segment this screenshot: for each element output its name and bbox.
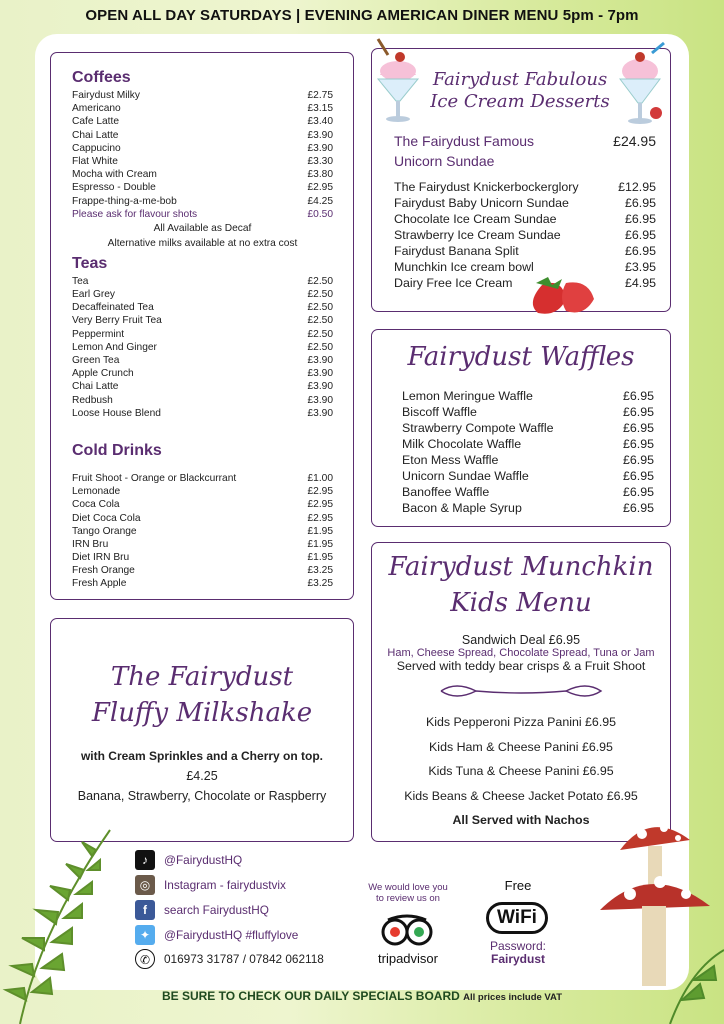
waffle-item-row: [402, 436, 654, 452]
coffee-item-price: £3.90: [307, 142, 333, 154]
cold-drink-item-row: [72, 525, 333, 538]
ice-cream-item-row: [394, 211, 656, 227]
tiktok-icon: ♪: [135, 850, 155, 870]
cold-drink-item-price: £2.95: [307, 512, 333, 524]
decaf-note: All Available as Decaf: [153, 222, 252, 234]
coffee-item-name: Cappucino: [72, 142, 121, 154]
kids-title: [372, 549, 670, 621]
kids-title-line2: Kids Menu: [450, 588, 592, 618]
tiktok-handle: @FairydustHQ: [164, 853, 243, 867]
waffle-item-row: [402, 388, 654, 404]
strawberry-icon: [522, 275, 602, 319]
tea-item-name: Peppermint: [72, 328, 125, 340]
cold-drink-item-row: [72, 485, 333, 498]
coffee-item-row: [72, 129, 333, 142]
waffle-item-price: £6.95: [622, 405, 654, 419]
tea-item-row: [72, 328, 333, 341]
tea-item-name: Loose House Blend: [72, 407, 161, 419]
ice-cream-item-row: [394, 195, 656, 211]
cold-drink-item-name: Lemonade: [72, 486, 121, 498]
waffle-item-price: £6.95: [622, 453, 654, 467]
waffle-item-row: [402, 468, 654, 484]
waffle-item-row: [402, 404, 654, 420]
kids-list: [372, 710, 670, 808]
cold-drink-item-price: £1.95: [307, 525, 333, 537]
waffle-item-name: Biscoff Waffle: [402, 405, 477, 419]
tea-item-row: [72, 275, 333, 288]
ice-cream-item-row: [394, 179, 656, 195]
coffees-heading: Coffees: [72, 69, 131, 86]
coffee-item-row: [72, 168, 333, 181]
ice-cream-item-name: Dairy Free Ice Cream: [394, 276, 513, 290]
ice-cream-item-name: Fairydust Banana Split: [394, 244, 519, 258]
wifi-password-label: Password:: [489, 939, 547, 953]
coffee-item-price: £2.75: [307, 90, 333, 101]
phone-row[interactable]: [135, 949, 335, 969]
tea-item-price: £3.90: [307, 381, 333, 393]
tea-item-name: Apple Crunch: [72, 368, 134, 380]
coffee-item-name: Chai Latte: [72, 129, 119, 141]
twitter-icon: ✦: [135, 925, 155, 945]
tea-list: [72, 275, 333, 420]
ornament-divider-icon: [436, 681, 606, 701]
tea-item-name: Tea: [72, 275, 89, 287]
tea-item-row: [72, 367, 333, 380]
waffle-item-name: Milk Chocolate Waffle: [402, 437, 522, 451]
tea-item-price: £3.90: [307, 368, 333, 380]
waffle-item-row: [402, 452, 654, 468]
milkshake-title-line1: The Fairydust: [110, 662, 294, 692]
nachos-note: All Served with Nachos: [452, 813, 590, 827]
ice-cream-item-row: [394, 227, 656, 243]
review-line1: We would love you: [368, 882, 448, 893]
ice-cream-item-name: Chocolate Ice Cream Sundae: [394, 212, 557, 226]
facebook-icon: f: [135, 900, 155, 920]
waffle-item-price: £6.95: [622, 389, 654, 403]
cold-drink-item-row: [72, 538, 333, 551]
tea-item-price: £2.50: [307, 341, 333, 353]
coffee-item-name: Americano: [72, 103, 121, 115]
kids-panel: [371, 542, 671, 842]
tea-item-row: [72, 288, 333, 301]
ice-title-line1: Fairydust Fabulous: [432, 69, 608, 90]
coffee-item-price: £3.15: [307, 103, 333, 115]
tea-item-row: [72, 380, 333, 393]
phone-number: 016973 31787 / 07842 062118: [164, 952, 324, 966]
tea-item-price: £2.50: [307, 328, 333, 340]
waffle-item-row: [402, 500, 654, 516]
teas-heading: Teas: [72, 254, 108, 272]
coffee-item-name: Mocha with Cream: [72, 169, 157, 181]
tea-item-price: £2.50: [307, 289, 333, 301]
featured-name-line1: The Fairydust Famous: [394, 133, 535, 149]
cold-drink-item-price: £1.00: [307, 472, 333, 484]
coffee-item-price: £4.25: [307, 195, 333, 207]
footer-vat: All prices include VAT: [463, 992, 563, 1003]
cold-drink-item-row: [72, 498, 333, 511]
tea-item-row: [72, 407, 333, 420]
review-prompt: [356, 882, 460, 904]
waffle-item-price: £6.95: [622, 501, 654, 515]
wifi-password-value: Fairydust: [490, 952, 545, 966]
instagram-icon: ◎: [135, 875, 155, 895]
ice-cream-item-name: Strawberry Ice Cream Sundae: [394, 228, 561, 242]
cold-drink-item-row: [72, 472, 333, 485]
tea-item-name: Green Tea: [72, 355, 120, 366]
ice-cream-item-name: The Fairydust Knickerbockerglory: [394, 180, 579, 194]
milkshake-flavours: Banana, Strawberry, Chocolate or Raspberry: [77, 789, 327, 803]
tea-item-price: £2.50: [307, 275, 333, 287]
waffle-item-row: [402, 420, 654, 436]
cold-drink-item-name: Fresh Apple: [72, 578, 127, 590]
featured-name-line2: Unicorn Sundae: [394, 153, 495, 169]
instagram-row[interactable]: [135, 875, 335, 895]
flavour-shots-price: £0.50: [307, 208, 333, 220]
twitter-handle: @FairydustHQ #fluffylove: [164, 928, 299, 942]
wifi-password-block: [476, 940, 560, 966]
coffee-item-row: [72, 89, 333, 102]
coffee-item-row: [72, 115, 333, 128]
coffee-item-name: Flat White: [72, 155, 118, 167]
milkshake-panel: [50, 618, 354, 842]
tea-item-name: Decaffeinated Tea: [72, 302, 154, 314]
cold-drink-item-row: [72, 551, 333, 564]
milk-note: Alternative milks available at no extra cost: [107, 237, 298, 249]
cold-drink-item-name: Fruit Shoot - Orange or Blackcurrant: [72, 472, 237, 484]
tea-item-row: [72, 301, 333, 314]
kids-menu-item: Kids Tuna & Cheese Panini £6.95: [428, 764, 614, 778]
sundae-right-icon: [612, 37, 672, 137]
coffee-item-row: [72, 195, 333, 208]
tiktok-row[interactable]: [135, 850, 335, 870]
tea-item-name: Redbush: [72, 394, 113, 406]
cold-drink-item-price: £1.95: [307, 538, 333, 550]
waffles-panel: [371, 329, 671, 527]
top-banner: OPEN ALL DAY SATURDAYS | EVENING AMERICAN DINER MENU 5pm - 7pm: [85, 7, 639, 24]
sandwich-fillings: Ham, Cheese Spread, Chocolate Spread, Tuna or Jam: [387, 647, 655, 659]
cold-drink-item-name: Diet Coca Cola: [72, 512, 141, 524]
kids-menu-item: Kids Ham & Cheese Panini £6.95: [429, 739, 613, 754]
coffee-item-row: [72, 102, 333, 115]
milkshake-title-line2: Fluffy Milkshake: [91, 698, 313, 728]
cold-drink-item-row: [72, 577, 333, 590]
waffle-item-name: Bacon & Maple Syrup: [402, 501, 522, 515]
coffee-item-price: £2.95: [307, 182, 333, 194]
waffle-item-price: £6.95: [622, 469, 654, 483]
coffee-item-price: £3.30: [307, 155, 333, 167]
waffle-item-name: Banoffee Waffle: [402, 485, 490, 499]
featured-sundae: [394, 131, 656, 171]
cold-drinks-heading: Cold Drinks: [72, 441, 162, 459]
ice-cream-item-price: £6.95: [624, 212, 656, 226]
facebook-handle: search FairydustHQ: [164, 903, 269, 917]
tea-item-price: £3.90: [307, 355, 333, 366]
waffle-item-price: £6.95: [622, 437, 654, 451]
tea-item-row: [72, 314, 333, 327]
ice-cream-item-price: £6.95: [624, 244, 656, 258]
instagram-handle: Instagram - fairydustvix: [164, 878, 286, 892]
footer: [0, 989, 724, 1003]
coffee-item-price: £3.80: [307, 169, 333, 181]
ice-title-line2: Ice Cream Desserts: [430, 91, 610, 112]
tea-item-price: £2.50: [307, 302, 333, 314]
phone-icon: ✆: [135, 949, 155, 969]
footer-specials: BE SURE TO CHECK OUR DAILY SPECIALS BOARD: [161, 989, 460, 1003]
coffee-item-price: £3.90: [307, 129, 333, 141]
waffle-item-name: Strawberry Compote Waffle: [402, 421, 554, 435]
facebook-row[interactable]: [135, 900, 335, 920]
cold-drink-item-price: £3.25: [307, 578, 333, 590]
tea-item-row: [72, 394, 333, 407]
cold-drink-item-price: £3.25: [307, 565, 333, 577]
waffle-item-price: £6.95: [622, 421, 654, 435]
flavour-shots-label: Please ask for flavour shots: [72, 208, 198, 220]
milkshake-description: with Cream Sprinkles and a Cherry on top.: [80, 749, 324, 763]
tea-item-name: Earl Grey: [72, 289, 116, 301]
wifi-logo-icon: WiFi: [486, 902, 548, 934]
tea-item-row: [72, 354, 333, 367]
coffee-item-row: [72, 181, 333, 194]
coffee-item-name: Cafe Latte: [72, 116, 120, 128]
coffee-item-row: [72, 142, 333, 155]
cold-drink-item-name: Tango Orange: [72, 525, 137, 537]
cold-drink-item-row: [72, 512, 333, 525]
coffee-item-name: Espresso - Double: [72, 182, 156, 194]
milkshake-title: [51, 659, 353, 731]
waffle-item-price: £6.95: [622, 485, 654, 499]
tea-item-name: Lemon And Ginger: [72, 341, 157, 353]
drinks-panel: [50, 52, 354, 600]
ice-cream-item-name: Munchkin Ice cream bowl: [394, 260, 534, 274]
coffee-item-name: Frappe-thing-a-me-bob: [72, 195, 177, 207]
cold-drinks-list: [72, 472, 333, 591]
sandwich-deal: Sandwich Deal £6.95: [461, 633, 581, 647]
cold-drink-item-row: [72, 564, 333, 577]
waffles-title: Fairydust Waffles: [407, 342, 635, 372]
sandwich-served: Served with teddy bear crisps & a Fruit Shoot: [396, 659, 646, 673]
cold-drink-item-price: £2.95: [307, 499, 333, 511]
ice-cream-panel: [371, 48, 671, 312]
coffee-list: [72, 89, 333, 208]
flavour-shots-row: [72, 208, 333, 221]
ice-cream-item-price: £6.95: [624, 228, 656, 242]
milkshake-price: £4.25: [186, 769, 218, 783]
tea-item-name: Chai Latte: [72, 381, 119, 393]
waffles-list: [402, 388, 654, 516]
ice-cream-item-price: £4.95: [624, 276, 656, 290]
ice-cream-item-row: [394, 243, 656, 259]
waffle-item-name: Unicorn Sundae Waffle: [402, 469, 529, 483]
waffle-item-name: Lemon Meringue Waffle: [402, 389, 533, 403]
cold-drink-item-name: Coca Cola: [72, 499, 120, 511]
waffle-item-name: Eton Mess Waffle: [402, 453, 499, 467]
coffee-item-row: [72, 155, 333, 168]
ice-cream-item-row: [394, 259, 656, 275]
tea-item-price: £2.50: [307, 315, 333, 327]
review-line2: to review us on: [376, 893, 440, 904]
waffle-item-row: [402, 484, 654, 500]
wifi-free-label: Free: [504, 878, 532, 893]
tripadvisor-wordmark: tripadvisor: [378, 951, 438, 966]
coffee-item-price: £3.40: [307, 116, 333, 128]
tripadvisor-owl-icon[interactable]: [380, 914, 434, 948]
ice-cream-title: [420, 69, 620, 113]
kids-menu-item: Kids Pepperoni Pizza Panini £6.95: [425, 715, 617, 729]
cold-drink-item-name: IRN Bru: [72, 538, 109, 550]
tea-item-price: £3.90: [307, 407, 333, 419]
ice-cream-item-price: £6.95: [624, 196, 656, 210]
twitter-row[interactable]: [135, 925, 335, 945]
kids-menu-item: Kids Beans & Cheese Jacket Potato £6.95: [404, 788, 638, 803]
cold-drink-item-name: Fresh Orange: [72, 565, 135, 577]
cold-drink-item-price: £1.95: [307, 552, 333, 564]
ice-cream-item-price: £3.95: [624, 260, 656, 274]
cold-drink-item-name: Diet IRN Bru: [72, 552, 130, 564]
tea-item-price: £3.90: [307, 394, 333, 406]
cold-drink-item-price: £2.95: [307, 486, 333, 498]
ice-cream-item-name: Fairydust Baby Unicorn Sundae: [394, 196, 569, 210]
tea-item-row: [72, 341, 333, 354]
kids-title-line1: Fairydust Munchkin: [388, 552, 654, 582]
coffee-item-name: Fairydust Milky: [72, 90, 140, 101]
tea-item-name: Very Berry Fruit Tea: [72, 315, 162, 327]
ice-cream-item-price: £12.95: [618, 180, 656, 194]
featured-price: £24.95: [613, 133, 656, 149]
